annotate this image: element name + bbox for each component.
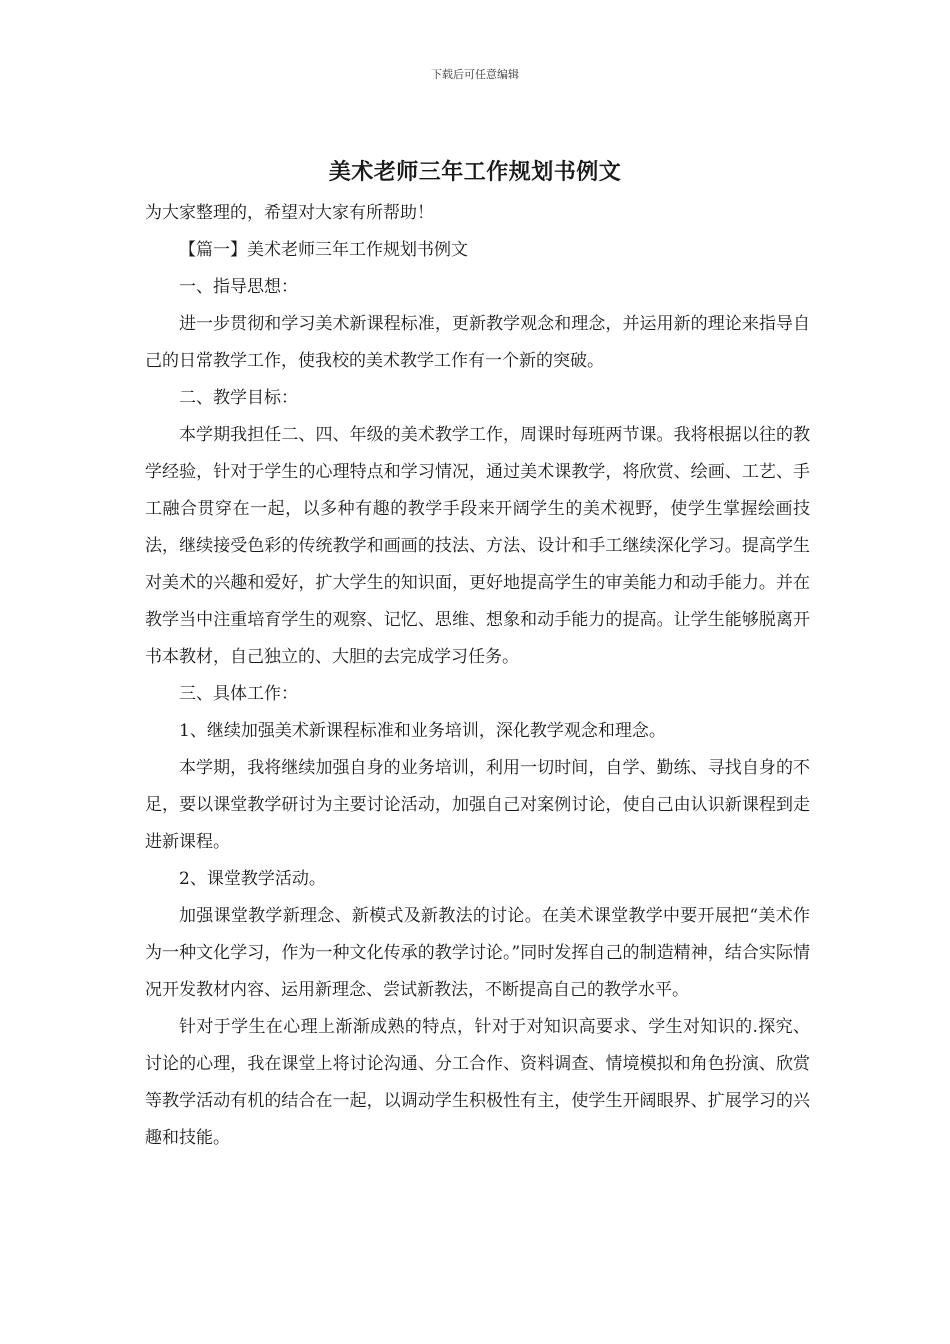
paragraph-item-1-heading: 1、继续加强美术新课程标准和业务培训，深化教学观念和理念。 (179, 721, 666, 741)
paragraph-heading-specific-work: 三、具体工作： (179, 684, 298, 704)
paragraph-heading-guiding-thought: 一、指导思想： (179, 277, 298, 297)
document-body (145, 195, 810, 1157)
paragraph-section-heading: 【篇一】美术老师三年工作规划书例文 (179, 240, 468, 260)
paragraph-teaching-goals: 本学期我担任二、四、年级的美术教学工作，周课时每班两节课。我将根据以往的教学经验，针对于学生的心理特点和学习情况，通过美术课教学，将欣赏、绘画、工艺、手工融合贯穿在一起，以多种有趣的教学手段来开阔学生的美术视野，使学生掌握绘画技法，继续接受色彩的传统教学和画画的技法、方法、设计和手工继续深化学习。提高学生对美术的兴趣和爱好，扩大学生的知识面，更好地提高学生的审美能力和动手能力。并在教学当中注重培育学生的观察、记忆、思维、想象和动手能力的提高。让学生能够脱离开书本教材，自己独立的、大胆的去完成学习任务。 (145, 425, 810, 667)
document-title: 美术老师三年工作规划书例文 (328, 159, 622, 185)
paragraph-intro: 为大家整理的，希望对大家有所帮助！ (145, 203, 434, 223)
paragraph-item-1-body: 本学期，我将继续加强自身的业务培训，利用一切时间，自学、勤练、寻找自身的不足，要以课堂教学研讨为主要讨论活动，加强自己对案例讨论，使自己由认识新课程到走进新课程。 (145, 758, 810, 852)
paragraph-item-2-body: 加强课堂教学新理念、新模式及新教法的讨论。在美术课堂教学中要开展把“美术作为一种文化学习，作为一种文化传承的教学讨论。”同时发挥自己的制造精神，结合实际情况开发教材内容、运用新理念、尝试新教法，不断提高自己的教学水平。 (145, 906, 810, 1000)
paragraph-heading-teaching-goals: 二、教学目标： (179, 388, 298, 408)
paragraph-guiding-thought: 进一步贯彻和学习美术新课程标准，更新教学观念和理念，并运用新的理论来指导自己的日常教学工作，使我校的美术教学工作有一个新的突破。 (145, 314, 810, 371)
header-note: 下载后可任意编辑 (431, 68, 519, 81)
paragraph-item-2-heading: 2、课堂教学活动。 (179, 869, 326, 889)
paragraph-item-2-body-continued: 针对于学生在心理上渐渐成熟的特点，针对于对知识高要求、学生对知识的.探究、讨论的心理，我在课堂上将讨论沟通、分工合作、资料调查、情境模拟和角色扮演、欣赏等教学活动有机的结合在一起，以调动学生积极性有主，使学生开阔眼界、扩展学习的兴趣和技能。 (145, 1017, 810, 1148)
